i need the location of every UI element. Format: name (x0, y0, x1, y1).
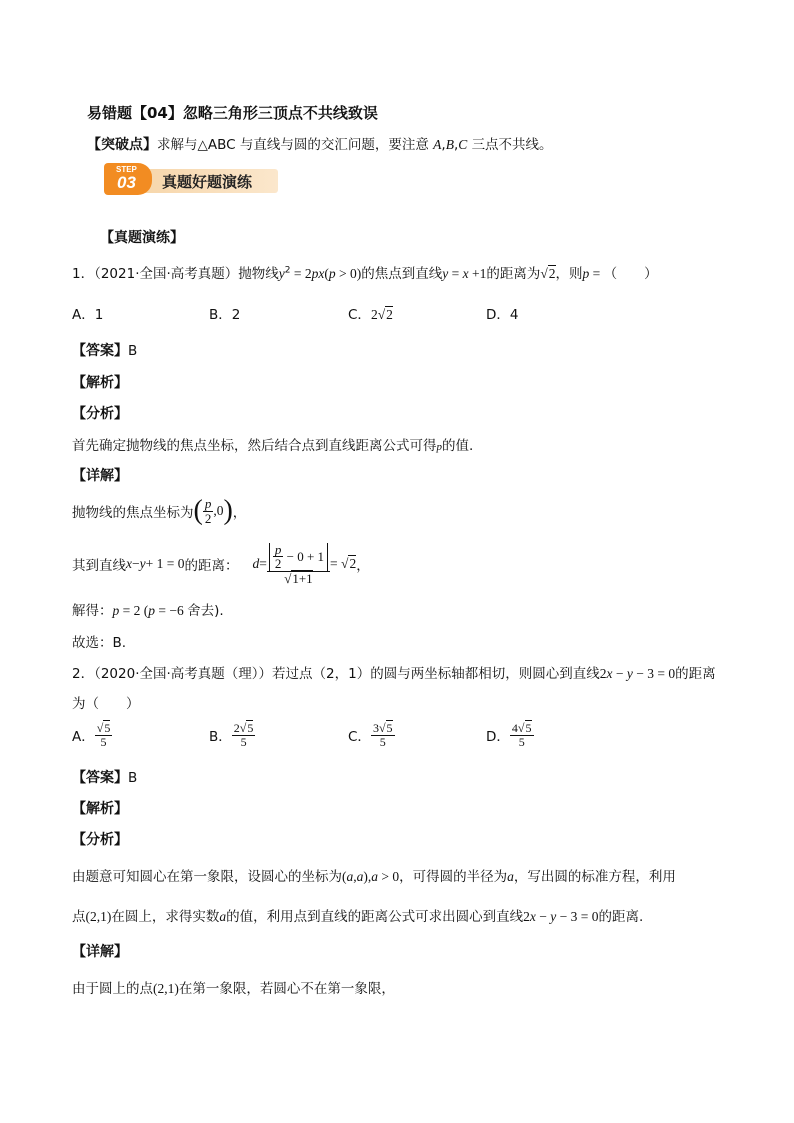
q2-option-b: B． $\frac{2√5}{5}$ (209, 721, 254, 749)
q1-option-c: C．2√2 (348, 307, 393, 323)
breakthrough-tag: 【突破点】 (87, 137, 157, 153)
q1-detail-focus: 抛物线的焦点坐标为 ( $\frac{p}{2}$ ,0 ) ， (72, 495, 247, 526)
step-label: 真题好题演练 (162, 173, 253, 191)
breakthrough-text-end: 三点不共线。 (471, 137, 553, 153)
q2-option-c: C． $\frac{3√5}{5}$ (348, 721, 393, 749)
step-badge: STEP 03 (104, 163, 152, 195)
q1-fenxi-text: 首先确定抛物线的焦点坐标，然后结合点到直线距离公式可得p的值. (72, 438, 474, 454)
q1-detail-choice: 故选：B. (72, 635, 127, 651)
q2-fenxi-line1: 由题意可知圆心在第一象限，设圆心的坐标为(a,a),a > 0，可得圆的半径为a，写出圆的标准方程，利用 (72, 869, 676, 885)
q1-option-a: A．1 (72, 307, 104, 323)
breakthrough-line: 【突破点】求解与△ABC 与直线与圆的交汇问题，要注意 A,B,C 三点不共线。 (87, 137, 553, 153)
q2-option-d: D． $\frac{4√5}{5}$ (486, 721, 532, 749)
q1-answer: 【答案】B (72, 343, 138, 359)
q1-option-b: B．2 (209, 307, 241, 323)
breakthrough-text: 求解与△ABC 与直线与圆的交汇问题，要注意 (157, 137, 429, 153)
q1-fenxi-tag: 【分析】 (72, 406, 128, 422)
q2-option-a: A． $\frac{√5}{5}$ (72, 721, 111, 749)
q1-detail-tag: 【详解】 (72, 468, 128, 484)
q2-detail-tag: 【详解】 (72, 944, 128, 960)
q2-stem: 2．（2020·全国·高考真题（理））若过点（2，1）的圆与两坐标轴都相切，则圆心到直线2x − y − 3 = 0的距离 (72, 666, 716, 682)
q2-fenxi-tag: 【分析】 (72, 832, 128, 848)
q1-stem: 1．（2021·全国·高考真题）抛物线$y^2 = 2px(p > 0)$的焦点到直线y = x +1的距离为√2，则p = （ ） (72, 265, 658, 282)
q1-detail-solve: 解得：p = 2 (p = −6 舍去). (72, 603, 224, 619)
q2-analysis-tag: 【解析】 (72, 801, 128, 817)
q2-fenxi-line2: 点(2,1)在圆上，求得实数a的值，利用点到直线的距离公式可求出圆心到直线2x − y − 3 = 0的距离. (72, 909, 644, 925)
q1-option-d: D．4 (486, 307, 519, 323)
q1-detail-distance: 其到直线 x − y + 1 = 0 的距离： d = $\frac{p}{2}$ − 0 + 1 √1+1 = √2 ， (72, 541, 370, 586)
q2-detail-line1: 由于圆上的点(2,1)在第一象限，若圆心不在第一象限， (72, 981, 395, 997)
step-banner (104, 163, 278, 195)
section-label: 【真题演练】 (100, 230, 184, 246)
q2-answer: 【答案】B (72, 770, 138, 786)
q1-analysis-tag: 【解析】 (72, 375, 128, 391)
q2-stem-line2: 为（ ） (72, 696, 140, 712)
page-title: 易错题【04】忽略三角形三顶点不共线致误 (87, 104, 378, 122)
